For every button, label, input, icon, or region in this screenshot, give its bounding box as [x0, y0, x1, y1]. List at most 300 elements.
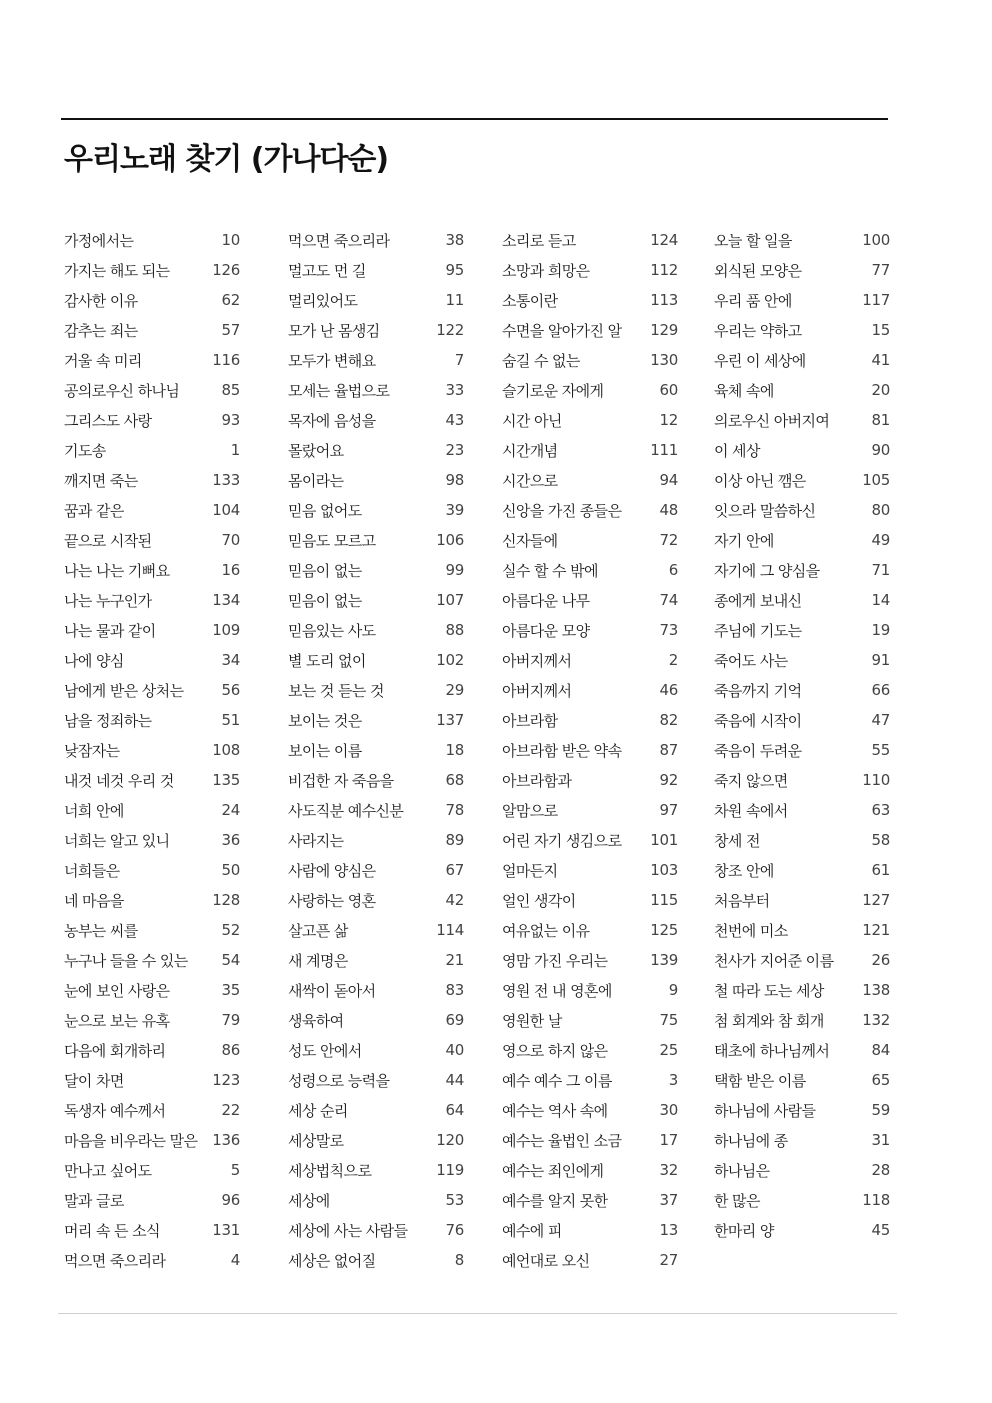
page-number: 50	[221, 861, 240, 879]
page-number: 96	[221, 1191, 240, 1209]
song-title: 나는 누구인가	[64, 591, 152, 610]
song-title: 잇으라 말씀하신	[714, 501, 816, 520]
index-entry	[288, 315, 464, 345]
song-title: 보이는 것은	[288, 711, 362, 730]
page-number: 100	[862, 231, 890, 249]
index-entry	[64, 1035, 240, 1065]
index-entry	[502, 885, 678, 915]
page-number: 39	[445, 501, 464, 519]
index-entry	[64, 825, 240, 855]
song-title: 가지는 해도 되는	[64, 261, 170, 280]
page-number: 30	[659, 1101, 678, 1119]
page-number: 41	[871, 351, 890, 369]
index-entry	[64, 1125, 240, 1155]
song-title: 육체 속에	[714, 381, 774, 400]
song-title: 우린 이 세상에	[714, 351, 806, 370]
index-entry	[502, 675, 678, 705]
song-title: 예수 예수 그 이름	[502, 1071, 612, 1090]
index-entry	[64, 465, 240, 495]
song-title: 종에게 보내신	[714, 591, 802, 610]
page-number: 110	[862, 771, 890, 789]
song-title: 예수를 알지 못한	[502, 1191, 608, 1210]
song-title: 눈으로 보는 유혹	[64, 1011, 170, 1030]
page-number: 135	[212, 771, 240, 789]
page-number: 4	[230, 1251, 240, 1269]
song-title: 말과 글로	[64, 1191, 124, 1210]
index-entry	[64, 1215, 240, 1245]
page-number: 70	[221, 531, 240, 549]
index-entry	[64, 915, 240, 945]
index-entry	[714, 255, 890, 285]
song-title: 내것 네것 우리 것	[64, 771, 174, 790]
page-number: 21	[445, 951, 464, 969]
song-title: 네 마음을	[64, 891, 124, 910]
index-entry	[288, 255, 464, 285]
page-number: 139	[650, 951, 678, 969]
song-title: 첨 회계와 참 회개	[714, 1011, 824, 1030]
index-entry	[64, 1185, 240, 1215]
song-title: 너희는 알고 있니	[64, 831, 170, 850]
song-title: 새 계명은	[288, 951, 348, 970]
index-entry	[714, 1095, 890, 1125]
song-title: 몰랐어요	[288, 441, 344, 460]
song-title: 시간으로	[502, 471, 558, 490]
song-title: 영원 전 내 영혼에	[502, 981, 612, 1000]
song-title: 자기에 그 양심을	[714, 561, 820, 580]
page-number: 133	[212, 471, 240, 489]
song-title: 외식된 모양은	[714, 261, 802, 280]
page-number: 109	[212, 621, 240, 639]
index-entry	[64, 735, 240, 765]
song-title: 자기 안에	[714, 531, 774, 550]
song-title: 모세는 율법으로	[288, 381, 390, 400]
page-number: 67	[445, 861, 464, 879]
index-entry	[288, 915, 464, 945]
page-number: 80	[871, 501, 890, 519]
page-number: 68	[445, 771, 464, 789]
song-title: 얼인 생각이	[502, 891, 576, 910]
page-number: 83	[445, 981, 464, 999]
page-number: 29	[445, 681, 464, 699]
page-number: 46	[659, 681, 678, 699]
song-title: 세상은 없어질	[288, 1251, 376, 1270]
song-title: 영으로 하지 않은	[502, 1041, 608, 1060]
page-number: 119	[436, 1161, 464, 1179]
index-column	[502, 225, 678, 1275]
page-number: 71	[871, 561, 890, 579]
index-entry	[502, 465, 678, 495]
index-entry	[502, 1005, 678, 1035]
song-title: 세상말로	[288, 1131, 344, 1150]
index-entry	[288, 885, 464, 915]
index-entry	[714, 735, 890, 765]
index-entry	[288, 1035, 464, 1065]
page-number: 63	[871, 801, 890, 819]
index-entry	[64, 705, 240, 735]
index-entry	[64, 255, 240, 285]
page-number: 72	[659, 531, 678, 549]
index-column	[64, 225, 240, 1275]
page-number: 49	[871, 531, 890, 549]
song-title: 나는 나는 기뻐요	[64, 561, 170, 580]
index-entry	[714, 645, 890, 675]
page-number: 53	[445, 1191, 464, 1209]
page-number: 7	[454, 351, 464, 369]
page-number: 64	[445, 1101, 464, 1119]
index-entry	[64, 1005, 240, 1035]
index-entry	[288, 1155, 464, 1185]
song-title: 시간 아닌	[502, 411, 562, 430]
song-title: 철 따라 도는 세상	[714, 981, 824, 1000]
page-number: 116	[212, 351, 240, 369]
song-title: 세상 순리	[288, 1101, 348, 1120]
song-title: 비겁한 자 죽음을	[288, 771, 394, 790]
song-title: 죽음에 시작이	[714, 711, 802, 730]
index-entry	[502, 1185, 678, 1215]
page-number: 92	[659, 771, 678, 789]
index-entry	[64, 495, 240, 525]
index-entry	[502, 525, 678, 555]
index-entry	[64, 1095, 240, 1125]
song-title: 세상에	[288, 1191, 330, 1210]
index-entry	[64, 345, 240, 375]
page-number: 3	[668, 1071, 678, 1089]
song-title: 사람에 양심은	[288, 861, 376, 880]
page-number: 125	[650, 921, 678, 939]
song-title: 어린 자기 생김으로	[502, 831, 622, 850]
song-title: 차원 속에서	[714, 801, 788, 820]
song-title: 남에게 받은 상처는	[64, 681, 184, 700]
song-title: 눈에 보인 사랑은	[64, 981, 170, 1000]
page-number: 106	[436, 531, 464, 549]
song-title: 이 세상	[714, 441, 760, 460]
page-number: 42	[445, 891, 464, 909]
index-entry	[714, 525, 890, 555]
index-entry	[714, 495, 890, 525]
index-entry	[502, 1065, 678, 1095]
page-number: 52	[221, 921, 240, 939]
index-entry	[502, 735, 678, 765]
index-entry	[714, 345, 890, 375]
page-number: 86	[221, 1041, 240, 1059]
song-title: 사랑하는 영혼	[288, 891, 376, 910]
index-entry	[502, 1035, 678, 1065]
index-entry	[288, 375, 464, 405]
page-number: 75	[659, 1011, 678, 1029]
song-title: 믿음이 없는	[288, 591, 362, 610]
song-title: 감사한 이유	[64, 291, 138, 310]
index-entry	[288, 825, 464, 855]
page-number: 12	[659, 411, 678, 429]
song-title: 모가 난 몸생김	[288, 321, 380, 340]
song-title: 이상 아닌 깸은	[714, 471, 806, 490]
index-entry	[502, 975, 678, 1005]
page-number: 19	[871, 621, 890, 639]
index-entry	[64, 435, 240, 465]
index-entry	[502, 255, 678, 285]
song-title: 꿈과 같은	[64, 501, 124, 520]
index-entry	[288, 615, 464, 645]
song-title: 택함 받은 이름	[714, 1071, 806, 1090]
index-entry	[64, 405, 240, 435]
page-number: 18	[445, 741, 464, 759]
index-entry	[64, 225, 240, 255]
page-number: 101	[650, 831, 678, 849]
song-title: 기도송	[64, 441, 106, 460]
page-number: 73	[659, 621, 678, 639]
index-entry	[714, 795, 890, 825]
index-entry	[288, 765, 464, 795]
index-entry	[502, 495, 678, 525]
index-entry	[288, 795, 464, 825]
page-number: 76	[445, 1221, 464, 1239]
index-entry	[288, 645, 464, 675]
index-entry	[502, 315, 678, 345]
song-title: 감추는 죄는	[64, 321, 138, 340]
song-title: 알맘으로	[502, 801, 558, 820]
page-number: 23	[445, 441, 464, 459]
page-number: 94	[659, 471, 678, 489]
page-number: 122	[436, 321, 464, 339]
index-entry	[502, 615, 678, 645]
index-entry	[502, 285, 678, 315]
index-entry	[64, 615, 240, 645]
index-entry	[288, 1005, 464, 1035]
page-number: 6	[668, 561, 678, 579]
song-title: 거울 속 미리	[64, 351, 142, 370]
index-entry	[502, 405, 678, 435]
song-title: 소망과 희망은	[502, 261, 590, 280]
song-title: 슬기로운 자에게	[502, 381, 604, 400]
song-title: 신자들에	[502, 531, 558, 550]
page-number: 112	[650, 261, 678, 279]
index-entry	[288, 855, 464, 885]
page-number: 59	[871, 1101, 890, 1119]
page-number: 2	[668, 651, 678, 669]
index-entry	[288, 1125, 464, 1155]
index-entry	[502, 1155, 678, 1185]
index-entry	[64, 285, 240, 315]
index-column	[288, 225, 464, 1275]
index-entry	[714, 225, 890, 255]
song-title: 시간개념	[502, 441, 558, 460]
index-entry	[714, 975, 890, 1005]
song-title: 아름다운 모양	[502, 621, 590, 640]
song-title: 창세 전	[714, 831, 760, 850]
index-entry	[502, 1215, 678, 1245]
page-number: 57	[221, 321, 240, 339]
song-title: 독생자 예수께서	[64, 1101, 166, 1120]
page-number: 118	[862, 1191, 890, 1209]
page-number: 105	[862, 471, 890, 489]
index-entry	[64, 315, 240, 345]
index-entry	[714, 1155, 890, 1185]
page-number: 136	[212, 1131, 240, 1149]
page-number: 24	[221, 801, 240, 819]
index-entry	[64, 765, 240, 795]
page-number: 82	[659, 711, 678, 729]
song-title: 예언대로 오신	[502, 1251, 590, 1270]
index-entry	[288, 555, 464, 585]
song-title: 소리로 듣고	[502, 231, 576, 250]
page-number: 36	[221, 831, 240, 849]
song-title: 성령으로 능력을	[288, 1071, 390, 1090]
song-title: 몸이라는	[288, 471, 344, 490]
index-entry	[288, 405, 464, 435]
song-title: 아브라함	[502, 711, 558, 730]
song-title: 그리스도 사랑	[64, 411, 152, 430]
song-title: 죽음까지 기억	[714, 681, 802, 700]
index-entry	[502, 765, 678, 795]
page-number: 55	[871, 741, 890, 759]
song-title: 다음에 회개하리	[64, 1041, 166, 1060]
index-entry	[288, 345, 464, 375]
index-entry	[714, 465, 890, 495]
page-number: 79	[221, 1011, 240, 1029]
index-entry	[502, 375, 678, 405]
index-entry	[502, 1095, 678, 1125]
song-title: 예수는 죄인에게	[502, 1161, 604, 1180]
page-number: 11	[445, 291, 464, 309]
song-title: 실수 할 수 밖에	[502, 561, 598, 580]
song-title: 하나님은	[714, 1161, 770, 1180]
song-title: 예수는 역사 속에	[502, 1101, 608, 1120]
index-entry	[288, 1095, 464, 1125]
song-title: 달이 차면	[64, 1071, 124, 1090]
page-number: 20	[871, 381, 890, 399]
index-entry	[714, 405, 890, 435]
page-number: 56	[221, 681, 240, 699]
index-entry	[288, 735, 464, 765]
index-entry	[714, 915, 890, 945]
page-number: 5	[230, 1161, 240, 1179]
page-number: 13	[659, 1221, 678, 1239]
index-column	[714, 225, 890, 1245]
song-title: 낮잠자는	[64, 741, 120, 760]
page-number: 137	[436, 711, 464, 729]
index-entry	[714, 555, 890, 585]
page-number: 129	[650, 321, 678, 339]
index-entry	[714, 1215, 890, 1245]
page-number: 113	[650, 291, 678, 309]
page-number: 115	[650, 891, 678, 909]
index-entry	[64, 585, 240, 615]
index-entry	[714, 1185, 890, 1215]
page-number: 17	[659, 1131, 678, 1149]
index-entry	[288, 1185, 464, 1215]
page-number: 43	[445, 411, 464, 429]
song-title: 깨지면 죽는	[64, 471, 138, 490]
page-number: 32	[659, 1161, 678, 1179]
index-entry	[714, 945, 890, 975]
page-number: 47	[871, 711, 890, 729]
index-entry	[714, 825, 890, 855]
page-number: 117	[862, 291, 890, 309]
page-number: 121	[862, 921, 890, 939]
index-entry	[288, 675, 464, 705]
page-number: 84	[871, 1041, 890, 1059]
song-title: 영원한 날	[502, 1011, 562, 1030]
index-entry	[288, 435, 464, 465]
index-entry	[288, 1215, 464, 1245]
page-number: 131	[212, 1221, 240, 1239]
song-title: 예수는 율법인 소금	[502, 1131, 622, 1150]
song-title: 신앙을 가진 종들은	[502, 501, 622, 520]
index-entry	[288, 1245, 464, 1275]
page-number: 90	[871, 441, 890, 459]
song-title: 남을 정죄하는	[64, 711, 152, 730]
song-title: 한 많은	[714, 1191, 760, 1210]
song-title: 우리 품 안에	[714, 291, 792, 310]
song-title: 창조 안에	[714, 861, 774, 880]
index-entry	[502, 435, 678, 465]
page-number: 45	[871, 1221, 890, 1239]
index-entry	[714, 765, 890, 795]
index-entry	[714, 1125, 890, 1155]
page-number: 107	[436, 591, 464, 609]
index-entry	[64, 555, 240, 585]
index-entry	[714, 1005, 890, 1035]
page-number: 10	[221, 231, 240, 249]
page-number: 15	[871, 321, 890, 339]
song-title: 만나고 싶어도	[64, 1161, 152, 1180]
index-entry	[502, 585, 678, 615]
song-title: 아버지께서	[502, 651, 572, 670]
page-number: 85	[221, 381, 240, 399]
page-number: 44	[445, 1071, 464, 1089]
song-title: 아브라함 받은 약속	[502, 741, 622, 760]
page-number: 130	[650, 351, 678, 369]
song-title: 우리는 약하고	[714, 321, 802, 340]
song-title: 죽지 않으면	[714, 771, 788, 790]
page-number: 62	[221, 291, 240, 309]
song-title: 머리 속 든 소식	[64, 1221, 160, 1240]
index-entry	[502, 225, 678, 255]
index-entry	[502, 705, 678, 735]
index-entry	[288, 1065, 464, 1095]
page-number: 103	[650, 861, 678, 879]
page-number: 22	[221, 1101, 240, 1119]
page-number: 77	[871, 261, 890, 279]
song-title: 믿음 없어도	[288, 501, 362, 520]
song-title: 끝으로 시작된	[64, 531, 152, 550]
page-number: 9	[668, 981, 678, 999]
song-title: 수면을 알아가진 알	[502, 321, 622, 340]
index-entry	[502, 645, 678, 675]
page-number: 8	[454, 1251, 464, 1269]
song-title: 천사가 지어준 이름	[714, 951, 834, 970]
song-title: 보이는 이름	[288, 741, 362, 760]
song-title: 오늘 할 일을	[714, 231, 792, 250]
song-title: 의로우신 아버지여	[714, 411, 830, 430]
page-number: 138	[862, 981, 890, 999]
index-entry	[288, 495, 464, 525]
song-title: 보는 것 듣는 것	[288, 681, 384, 700]
index-entry	[714, 705, 890, 735]
index-entry	[288, 975, 464, 1005]
page-number: 38	[445, 231, 464, 249]
index-entry	[64, 1065, 240, 1095]
page-number: 65	[871, 1071, 890, 1089]
page-number: 111	[650, 441, 678, 459]
page-number: 31	[871, 1131, 890, 1149]
page-title: 우리노래 찾기 (가나다순)	[64, 142, 389, 177]
index-entry	[714, 615, 890, 645]
song-title: 주님에 기도는	[714, 621, 802, 640]
index-entry	[502, 1125, 678, 1155]
page-number: 25	[659, 1041, 678, 1059]
page-number: 40	[445, 1041, 464, 1059]
